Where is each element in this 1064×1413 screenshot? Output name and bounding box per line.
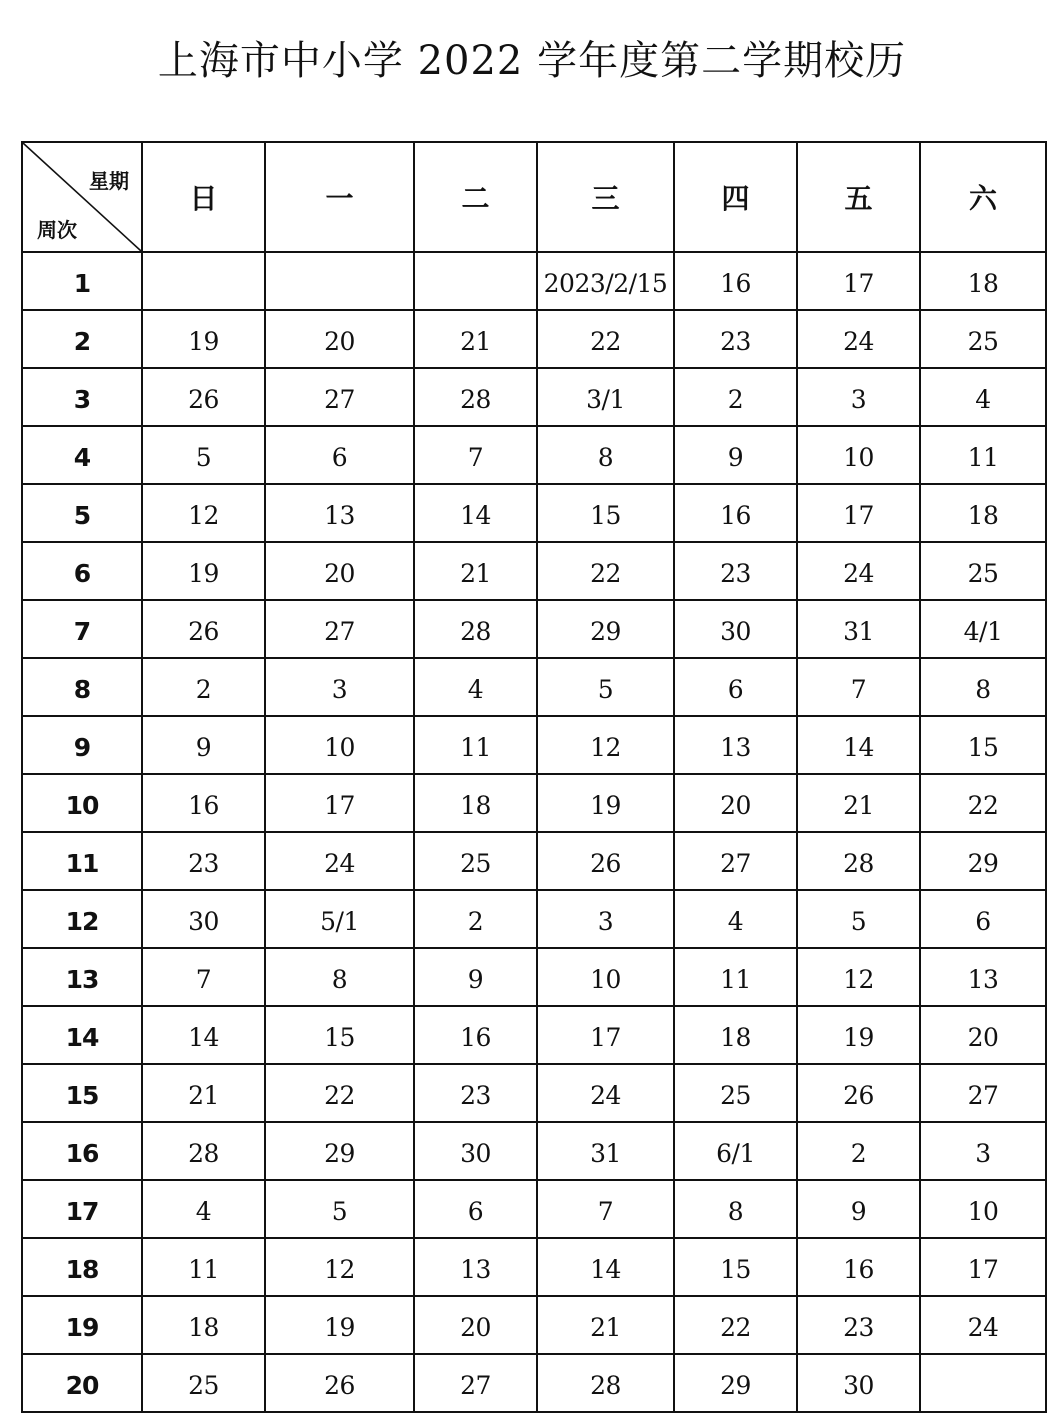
weekday-header-sun: 日 bbox=[142, 142, 265, 252]
date-cell: 18 bbox=[674, 1006, 797, 1064]
date-cell: 31 bbox=[797, 600, 920, 658]
date-cell: 5 bbox=[797, 890, 920, 948]
date-cell: 5 bbox=[142, 426, 265, 484]
date-cell: 27 bbox=[920, 1064, 1046, 1122]
date-cell: 24 bbox=[797, 542, 920, 600]
week-row bbox=[22, 1238, 1046, 1296]
week-number-cell: 2 bbox=[22, 310, 142, 368]
date-cell: 6 bbox=[265, 426, 414, 484]
date-cell: 2 bbox=[142, 658, 265, 716]
week-number-cell: 18 bbox=[22, 1238, 142, 1296]
date-cell: 22 bbox=[537, 310, 674, 368]
date-cell: 30 bbox=[142, 890, 265, 948]
week-number-cell: 15 bbox=[22, 1064, 142, 1122]
date-cell: 12 bbox=[265, 1238, 414, 1296]
weekday-axis-label: 星期 bbox=[89, 169, 129, 193]
date-cell: 18 bbox=[920, 484, 1046, 542]
date-cell: 7 bbox=[142, 948, 265, 1006]
week-row bbox=[22, 658, 1046, 716]
date-cell: 16 bbox=[142, 774, 265, 832]
week-row bbox=[22, 252, 1046, 310]
date-cell: 14 bbox=[797, 716, 920, 774]
week-number-cell: 5 bbox=[22, 484, 142, 542]
date-cell: 27 bbox=[674, 832, 797, 890]
date-cell: 28 bbox=[537, 1354, 674, 1412]
date-cell: 14 bbox=[414, 484, 537, 542]
week-row bbox=[22, 948, 1046, 1006]
date-cell: 16 bbox=[414, 1006, 537, 1064]
week-number-axis-label: 周次 bbox=[37, 218, 77, 242]
date-cell: 17 bbox=[797, 252, 920, 310]
week-row bbox=[22, 1296, 1046, 1354]
date-cell bbox=[414, 252, 537, 310]
week-row bbox=[22, 832, 1046, 890]
week-number-cell: 17 bbox=[22, 1180, 142, 1238]
corner-header-cell bbox=[22, 142, 142, 252]
date-cell: 21 bbox=[414, 542, 537, 600]
week-number-cell: 20 bbox=[22, 1354, 142, 1412]
date-cell bbox=[265, 252, 414, 310]
date-cell: 24 bbox=[265, 832, 414, 890]
date-cell: 24 bbox=[537, 1064, 674, 1122]
date-cell: 23 bbox=[797, 1296, 920, 1354]
date-cell: 25 bbox=[142, 1354, 265, 1412]
date-cell: 13 bbox=[265, 484, 414, 542]
date-cell: 7 bbox=[414, 426, 537, 484]
date-cell: 3 bbox=[265, 658, 414, 716]
date-cell: 11 bbox=[414, 716, 537, 774]
date-cell: 28 bbox=[414, 600, 537, 658]
date-cell: 8 bbox=[265, 948, 414, 1006]
date-cell: 2 bbox=[797, 1122, 920, 1180]
date-cell: 3 bbox=[537, 890, 674, 948]
date-cell: 2023/2/15 bbox=[537, 252, 674, 310]
date-cell: 26 bbox=[142, 600, 265, 658]
date-cell: 5 bbox=[537, 658, 674, 716]
date-cell: 22 bbox=[920, 774, 1046, 832]
date-cell: 4/1 bbox=[920, 600, 1046, 658]
date-cell: 2 bbox=[674, 368, 797, 426]
date-cell: 16 bbox=[797, 1238, 920, 1296]
week-row bbox=[22, 1180, 1046, 1238]
weekday-header-wed: 三 bbox=[537, 142, 674, 252]
date-cell: 29 bbox=[265, 1122, 414, 1180]
date-cell: 26 bbox=[142, 368, 265, 426]
date-cell: 26 bbox=[537, 832, 674, 890]
date-cell: 20 bbox=[674, 774, 797, 832]
date-cell: 15 bbox=[674, 1238, 797, 1296]
date-cell: 18 bbox=[414, 774, 537, 832]
date-cell: 21 bbox=[537, 1296, 674, 1354]
date-cell: 3/1 bbox=[537, 368, 674, 426]
date-cell: 19 bbox=[797, 1006, 920, 1064]
date-cell: 30 bbox=[414, 1122, 537, 1180]
week-number-cell: 19 bbox=[22, 1296, 142, 1354]
date-cell: 27 bbox=[414, 1354, 537, 1412]
date-cell: 8 bbox=[674, 1180, 797, 1238]
date-cell: 29 bbox=[674, 1354, 797, 1412]
week-row bbox=[22, 368, 1046, 426]
date-cell: 6/1 bbox=[674, 1122, 797, 1180]
date-cell: 16 bbox=[674, 252, 797, 310]
date-cell: 19 bbox=[537, 774, 674, 832]
date-cell: 4 bbox=[920, 368, 1046, 426]
date-cell: 17 bbox=[265, 774, 414, 832]
date-cell: 27 bbox=[265, 368, 414, 426]
date-cell: 19 bbox=[265, 1296, 414, 1354]
date-cell: 28 bbox=[414, 368, 537, 426]
date-cell: 25 bbox=[674, 1064, 797, 1122]
date-cell: 13 bbox=[920, 948, 1046, 1006]
week-row bbox=[22, 426, 1046, 484]
date-cell: 23 bbox=[414, 1064, 537, 1122]
date-cell: 22 bbox=[674, 1296, 797, 1354]
date-cell: 18 bbox=[920, 252, 1046, 310]
date-cell: 21 bbox=[414, 310, 537, 368]
date-cell: 18 bbox=[142, 1296, 265, 1354]
week-number-cell: 16 bbox=[22, 1122, 142, 1180]
weekday-header-sat: 六 bbox=[920, 142, 1046, 252]
week-row bbox=[22, 1064, 1046, 1122]
date-cell: 30 bbox=[797, 1354, 920, 1412]
date-cell: 10 bbox=[797, 426, 920, 484]
week-number-cell: 6 bbox=[22, 542, 142, 600]
date-cell: 28 bbox=[142, 1122, 265, 1180]
date-cell: 5/1 bbox=[265, 890, 414, 948]
date-cell: 11 bbox=[920, 426, 1046, 484]
date-cell: 9 bbox=[797, 1180, 920, 1238]
date-cell: 20 bbox=[414, 1296, 537, 1354]
week-row bbox=[22, 1122, 1046, 1180]
week-number-cell: 4 bbox=[22, 426, 142, 484]
date-cell: 20 bbox=[920, 1006, 1046, 1064]
week-row bbox=[22, 1006, 1046, 1064]
date-cell: 12 bbox=[142, 484, 265, 542]
date-cell: 26 bbox=[265, 1354, 414, 1412]
weekday-header-tue: 二 bbox=[414, 142, 537, 252]
week-row bbox=[22, 774, 1046, 832]
date-cell: 23 bbox=[142, 832, 265, 890]
week-row bbox=[22, 600, 1046, 658]
date-cell: 15 bbox=[920, 716, 1046, 774]
date-cell: 9 bbox=[142, 716, 265, 774]
date-cell: 7 bbox=[537, 1180, 674, 1238]
date-cell: 27 bbox=[265, 600, 414, 658]
date-cell: 11 bbox=[674, 948, 797, 1006]
week-number-cell: 9 bbox=[22, 716, 142, 774]
weekday-header-mon: 一 bbox=[265, 142, 414, 252]
week-number-cell: 13 bbox=[22, 948, 142, 1006]
date-cell: 5 bbox=[265, 1180, 414, 1238]
header-row bbox=[22, 142, 1046, 252]
date-cell: 29 bbox=[537, 600, 674, 658]
date-cell: 17 bbox=[797, 484, 920, 542]
week-row bbox=[22, 1354, 1046, 1412]
date-cell bbox=[920, 1354, 1046, 1412]
date-cell: 13 bbox=[414, 1238, 537, 1296]
week-row bbox=[22, 716, 1046, 774]
date-cell: 23 bbox=[674, 310, 797, 368]
week-number-cell: 11 bbox=[22, 832, 142, 890]
weekday-header-fri: 五 bbox=[797, 142, 920, 252]
date-cell: 24 bbox=[920, 1296, 1046, 1354]
date-cell: 11 bbox=[142, 1238, 265, 1296]
date-cell: 21 bbox=[142, 1064, 265, 1122]
date-cell: 14 bbox=[142, 1006, 265, 1064]
date-cell: 13 bbox=[674, 716, 797, 774]
date-cell: 15 bbox=[537, 484, 674, 542]
date-cell: 23 bbox=[674, 542, 797, 600]
date-cell: 2 bbox=[414, 890, 537, 948]
week-number-cell: 1 bbox=[22, 252, 142, 310]
date-cell: 8 bbox=[537, 426, 674, 484]
date-cell: 6 bbox=[414, 1180, 537, 1238]
date-cell: 31 bbox=[537, 1122, 674, 1180]
date-cell: 20 bbox=[265, 310, 414, 368]
date-cell: 10 bbox=[265, 716, 414, 774]
date-cell: 22 bbox=[537, 542, 674, 600]
week-number-cell: 8 bbox=[22, 658, 142, 716]
date-cell: 12 bbox=[537, 716, 674, 774]
date-cell: 7 bbox=[797, 658, 920, 716]
week-row bbox=[22, 542, 1046, 600]
date-cell: 10 bbox=[537, 948, 674, 1006]
date-cell: 9 bbox=[414, 948, 537, 1006]
date-cell: 4 bbox=[414, 658, 537, 716]
date-cell: 20 bbox=[265, 542, 414, 600]
date-cell: 21 bbox=[797, 774, 920, 832]
date-cell: 4 bbox=[674, 890, 797, 948]
date-cell: 26 bbox=[797, 1064, 920, 1122]
weekday-header-thu: 四 bbox=[674, 142, 797, 252]
date-cell: 14 bbox=[537, 1238, 674, 1296]
date-cell bbox=[142, 252, 265, 310]
date-cell: 25 bbox=[920, 310, 1046, 368]
date-cell: 10 bbox=[920, 1180, 1046, 1238]
date-cell: 19 bbox=[142, 542, 265, 600]
date-cell: 4 bbox=[142, 1180, 265, 1238]
date-cell: 12 bbox=[797, 948, 920, 1006]
week-row bbox=[22, 484, 1046, 542]
week-row bbox=[22, 310, 1046, 368]
date-cell: 22 bbox=[265, 1064, 414, 1122]
date-cell: 8 bbox=[920, 658, 1046, 716]
week-number-cell: 3 bbox=[22, 368, 142, 426]
date-cell: 24 bbox=[797, 310, 920, 368]
date-cell: 6 bbox=[674, 658, 797, 716]
school-calendar-table bbox=[21, 141, 1047, 1413]
week-number-cell: 12 bbox=[22, 890, 142, 948]
date-cell: 16 bbox=[674, 484, 797, 542]
date-cell: 6 bbox=[920, 890, 1046, 948]
date-cell: 17 bbox=[537, 1006, 674, 1064]
week-number-cell: 10 bbox=[22, 774, 142, 832]
date-cell: 30 bbox=[674, 600, 797, 658]
date-cell: 29 bbox=[920, 832, 1046, 890]
date-cell: 25 bbox=[414, 832, 537, 890]
week-row bbox=[22, 890, 1046, 948]
date-cell: 25 bbox=[920, 542, 1046, 600]
date-cell: 17 bbox=[920, 1238, 1046, 1296]
date-cell: 3 bbox=[797, 368, 920, 426]
date-cell: 9 bbox=[674, 426, 797, 484]
date-cell: 28 bbox=[797, 832, 920, 890]
date-cell: 19 bbox=[142, 310, 265, 368]
week-number-cell: 14 bbox=[22, 1006, 142, 1064]
week-number-cell: 7 bbox=[22, 600, 142, 658]
date-cell: 15 bbox=[265, 1006, 414, 1064]
page-title: 上海市中小学 2022 学年度第二学期校历 bbox=[157, 37, 907, 84]
date-cell: 3 bbox=[920, 1122, 1046, 1180]
